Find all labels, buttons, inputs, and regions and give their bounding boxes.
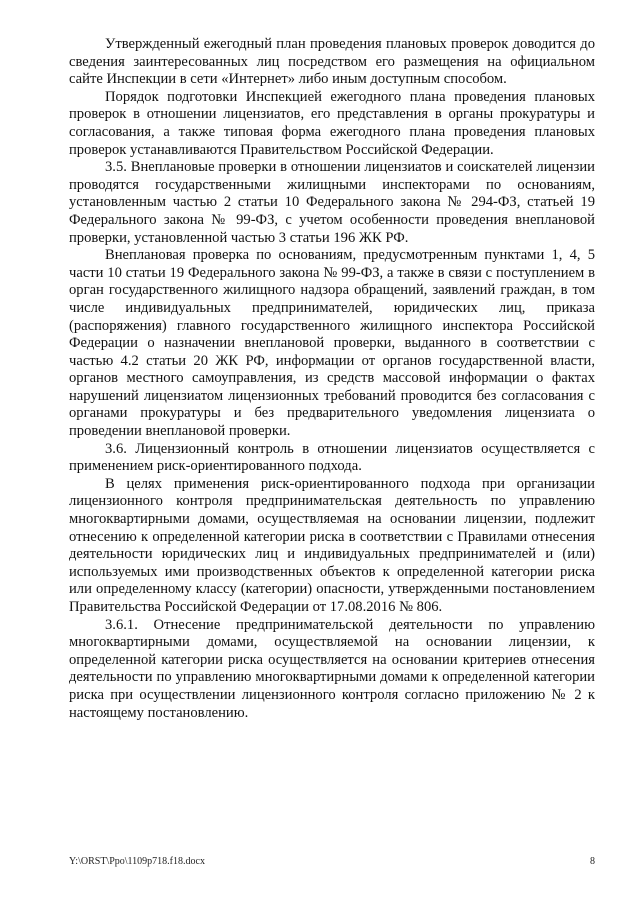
paragraph-plan-procedure: Порядок подготовки Инспекцией ежегодного плана проведения плановых проверок в отношении лицензиатов, его представления в органы прокуратуры и согласования, а также типовая форма ежегодного плана проведения плановых проверок устанавливаются Правительством Российской Федерации. bbox=[69, 88, 595, 158]
paragraph-3-6-1-classification: 3.6.1. Отнесение предпринимательской деятельности по управлению многоквартирными домами, осуществляемой на основании лицензии, к определенной категории риска осуществляется на основании критериев отнесения деятельности по управлению многоквартирными домами к определенной категории риска при осуществлении лицензионного контроля согласно приложению № 2 к настоящему постановлению. bbox=[69, 616, 595, 721]
paragraph-3-5-unscheduled-inspections: 3.5. Внеплановые проверки в отношении лицензиатов и соискателей лицензии проводятся государственными жилищными инспекторами по основаниям, установленным частью 2 статьи 10 Федерального закона № 294-ФЗ, статьей 19 Федерального закона № 99-ФЗ, с учетом особенности проведения внеплановой проверки, установленной частью 3 статьи 196 ЖК РФ. bbox=[69, 159, 595, 246]
file-path: Y:\ORST\Ppo\1109p718.f18.docx bbox=[69, 856, 205, 867]
document-body bbox=[69, 36, 595, 722]
paragraph-plan-publication: Утвержденный ежегодный план проведения плановых проверок доводится до сведения заинтересованных лиц посредством его размещения на официальном сайте Инспекции в сети «Интернет» либо иным доступным способом. bbox=[69, 36, 595, 88]
paragraph-risk-category: В целях применения риск-ориентированного подхода при организации лицензионного контроля предпринимательская деятельность по управлению многоквартирными домами, осуществляемая на основании лицензии, подлежит отнесению к определенной категории риска в соответствии с Правилами отнесения деятельности юридических лиц и индивидуальных предпринимателей и (или) используемых ими производственных объектов к определенной категории риска или определенному классу (категории) опасности, утвержденными постановлением Правительства Российской Федерации от 17.08.2016 № 806. bbox=[69, 475, 595, 615]
paragraph-3-6-risk-approach: 3.6. Лицензионный контроль в отношении лицензиатов осуществляется с применением риск-ориентированного подхода. bbox=[69, 440, 595, 475]
paragraph-unscheduled-grounds: Внеплановая проверка по основаниям, предусмотренным пунктами 1, 4, 5 части 10 статьи 19 Федерального закона № 99-ФЗ, а также в связи с поступлением в орган государственного жилищного надзора обращений, заявлений граждан, в том числе индивидуальных предпринимателей, юридических лиц, приказа (распоряжения) главного государственного жилищного инспектора Российской Федерации о назначении внеплановой проверки, выданного в соответствии с частью 4.2 статьи 20 ЖК РФ, информации от органов государственной власти, органов местного самоуправления, из средств массовой информации о фактах нарушений лицензиатом лицензионных требований проводится без согласования с органами прокуратуры и без предварительного уведомления лицензиата о проведении внеплановой проверки. bbox=[69, 247, 595, 440]
page-number: 8 bbox=[590, 856, 595, 867]
